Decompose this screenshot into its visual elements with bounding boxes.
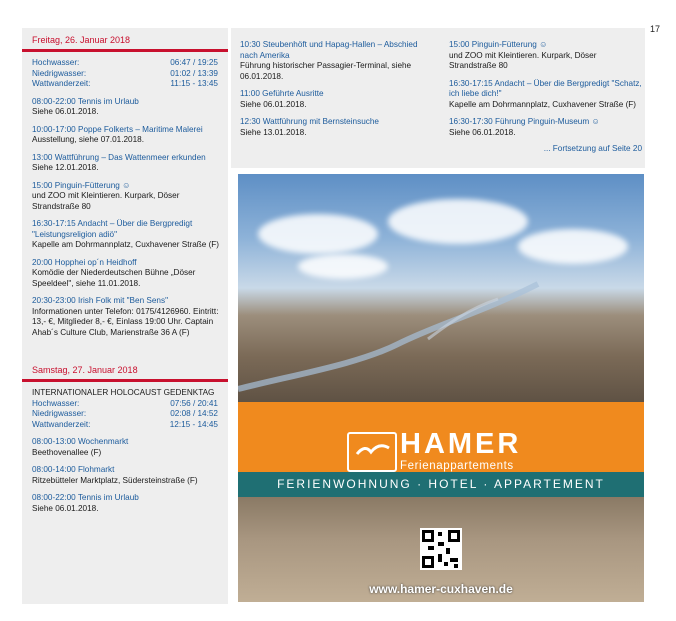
event-entry: 10:00-17:00 Poppe Folkerts – Maritime Malerei Ausstellung, siehe 07.01.2018.	[32, 124, 203, 144]
event-entry: 16:30-17:15 Andacht – Über die Bergpredigt "Leistungsreligion adiö" Kapelle am Dohrmannplatz, Cuxhavener Straße (F)	[32, 219, 220, 249]
page-number: 17	[650, 24, 661, 34]
mudflat-photo	[238, 174, 644, 402]
event-entry: 20:00 Hopphei op´n Heidhoff Komödie der Niederdeutschen Bühne „Döser Speeldeel", siehe 11.01.2018.	[32, 257, 196, 288]
website-url[interactable]: www.hamer-cuxhaven.de	[369, 582, 513, 596]
brand-subtitle: Ferienappartements	[400, 460, 514, 472]
event-entry: 10:30 Steubenhöft und Hapag-Hallen – Abschied nach Amerika Führung historischer Passagier-Terminal, siehe 06.01.2018.	[240, 40, 418, 81]
event-entry: 12:30 Wattführung mit Bernsteinsuche Siehe 13.01.2018.	[240, 117, 379, 137]
tide-row: Wattwanderzeit: 11:15 - 13:45	[32, 79, 218, 88]
event-entry: 08:00-22:00 Tennis im Urlaub Siehe 06.01.2018.	[32, 96, 139, 116]
column-middle	[240, 33, 435, 138]
tide-row: Wattwanderzeit: 12:15 - 14:45	[32, 419, 218, 429]
tide-row: Niedrigwasser: 02:08 / 14:52	[32, 409, 218, 418]
brand-name: HAMER	[400, 428, 522, 460]
water-channel	[238, 174, 644, 402]
date-heading: Freitag, 26. Januar 2018	[22, 28, 228, 52]
column-left	[22, 28, 228, 604]
event-entry: 15:00 Pinguin-Fütterung ☺ und ZOO mit Kleintieren. Kurpark, Döser Strandstraße 80	[32, 180, 180, 211]
event-entry: 13:00 Wattführung – Das Wattenmeer erkunden Siehe 12.01.2018.	[32, 152, 206, 172]
continued-link[interactable]: ... Fortsetzung auf Seite 20	[543, 144, 642, 153]
date-heading: Samstag, 27. Januar 2018	[22, 358, 228, 382]
event-entry: 11:00 Geführte Ausritte Siehe 06.01.2018.	[240, 89, 324, 109]
column-right	[449, 33, 644, 153]
event-entry: 16:30-17:15 Andacht – Über die Bergpredigt "Schatz, ich liebe dich!" Kapelle am Dohrmannplatz, Cuxhavener Straße (F)	[449, 78, 642, 109]
event-entry: 15:00 Pinguin-Fütterung ☺ und ZOO mit Kleintieren. Kurpark, Döser Strandstraße 80	[449, 40, 597, 70]
event-entry: 16:30-17:30 Führung Pinguin-Museum ☺ Siehe 06.01.2018.	[449, 117, 600, 137]
qr-code-icon[interactable]	[420, 528, 462, 570]
tide-row: Hochwasser: 07:56 / 20:41	[32, 398, 218, 408]
tide-row: Hochwasser: 06:47 / 19:25	[32, 58, 218, 67]
column-right-top	[231, 28, 645, 168]
tide-row: Niedrigwasser: 01:02 / 13:39	[32, 68, 218, 78]
tagline-bar: FERIENWOHNUNG · HOTEL · APPARTEMENT	[238, 472, 644, 497]
event-entry: 08:00-13:00 Wochenmarkt Beethovenallee (F)	[32, 437, 129, 457]
hamer-advertisement[interactable]	[238, 174, 644, 602]
day-note: INTERNATIONALER HOLOCAUST GEDENKTAG	[32, 388, 215, 397]
event-entry: 20:30-23:00 Irish Folk mit "Ben Sens" Informationen unter Telefon: 0175/4126960. Eintritt: 13,- €, Mitglieder 8,- €, Einlass 19:00 Uhr. Captain Ahab´s Culture Club, Marienstraße 36 A (F)	[32, 296, 219, 337]
event-entry: 08:00-14:00 Flohmarkt Ritzebütteler Marktplatz, Südersteinstraße (F)	[32, 465, 198, 485]
event-entry: 08:00-22:00 Tennis im Urlaub Siehe 06.01.2018.	[32, 493, 139, 513]
bird-logo-icon	[347, 432, 397, 472]
